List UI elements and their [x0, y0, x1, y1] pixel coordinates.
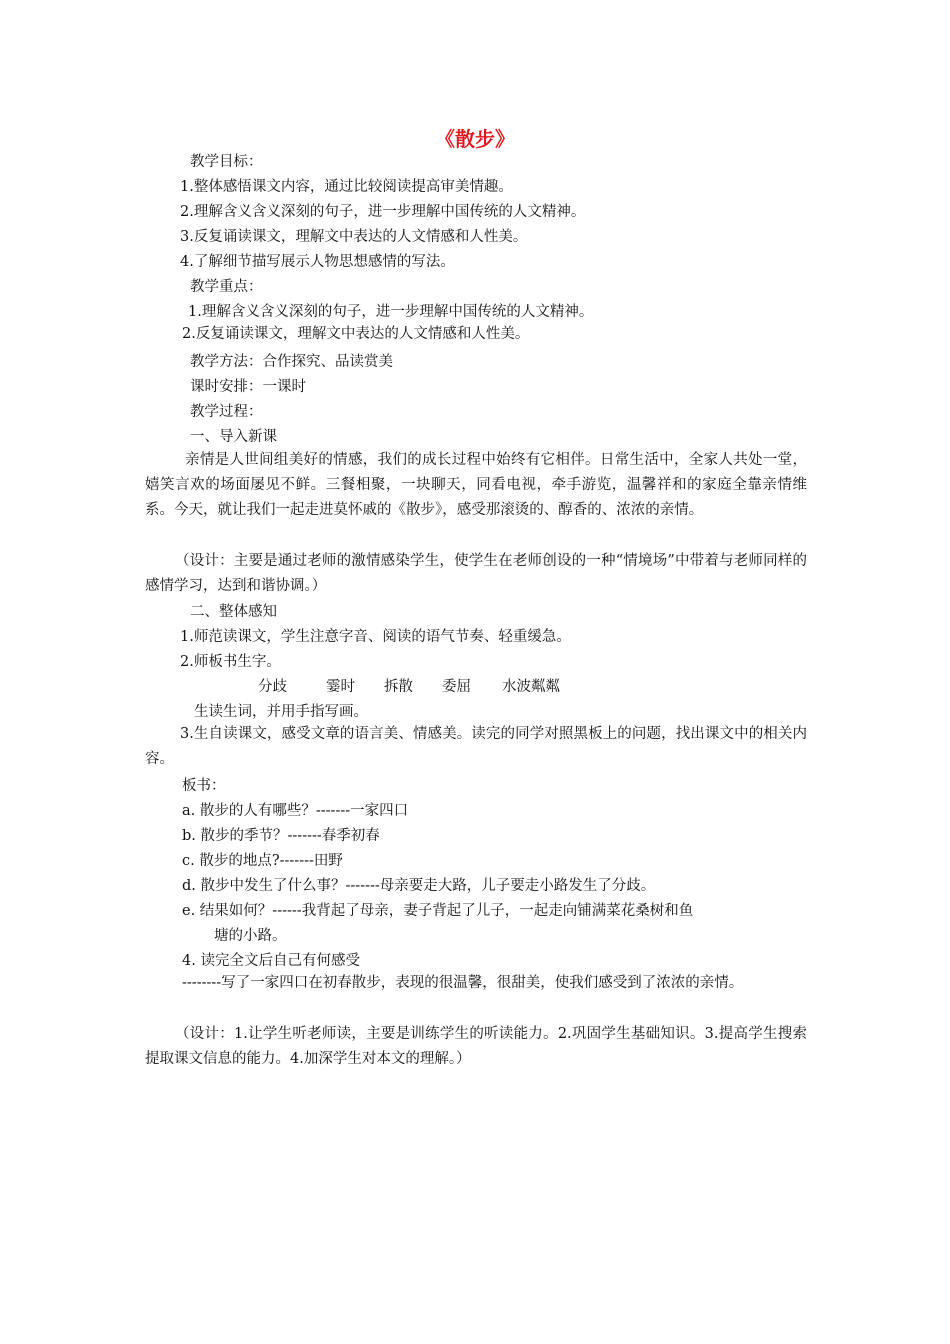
process-heading: 教学过程：: [190, 404, 263, 420]
key-point-item: 1.理解含义含义深刻的句子，进一步理解中国传统的人文精神。: [188, 304, 594, 320]
section-heading: 二、整体感知: [190, 604, 277, 620]
step-item: 4. 读完全文后自己有何感受: [182, 953, 360, 969]
intro-paragraph: 亲情是人世间组美好的情感，我们的成长过程中始终有它相伴。日常生活中，全家人共处一堂，嬉笑言欢的场面屡见不鲜。三餐相聚，一块聊天，同看电视，牵手游览，温馨祥和的家庭全靠亲情维系。今天，就让我们一起走进莫怀戚的《散步》，感受那滚烫的、醇香的、浓浓的亲情。: [145, 452, 807, 518]
step-item: 1.师范读课文，学生注意字音、阅读的语气节奏、轻重缓急。: [180, 629, 571, 645]
objective-item: 2.理解含义含义深刻的句子，进一步理解中国传统的人文精神。: [180, 204, 586, 220]
objectives-heading: 教学目标：: [190, 154, 263, 170]
step-item: 生读生词，并用手指写画。: [194, 704, 368, 720]
board-item: e. 结果如何？------我背起了母亲，妻子背起了儿子，一起走向铺满菜花桑树和鱼: [182, 903, 694, 919]
board-item: a. 散步的人有哪些？-------一家四口: [182, 803, 409, 819]
vocabulary-word: 霎时: [326, 679, 355, 695]
section-heading: 一、导入新课: [190, 429, 277, 445]
key-point-item: 2.反复诵读课文，理解文中表达的人文情感和人性美。: [182, 326, 530, 342]
board-item: 塘的小路。: [214, 928, 287, 944]
class-schedule: 课时安排：一课时: [190, 379, 306, 395]
board-item: c. 散步的地点?-------田野: [182, 853, 343, 869]
vocabulary-word: 水波粼粼: [502, 679, 560, 695]
board-item: b. 散步的季节？-------春季初春: [182, 828, 380, 844]
vocabulary-list: [258, 677, 560, 697]
board-item: d. 散步中发生了什么事？-------母亲要走大路，儿子要走小路发生了分歧。: [182, 878, 656, 894]
objective-item: 3.反复诵读课文，理解文中表达的人文情感和人性美。: [180, 229, 528, 245]
step-item: 2.师板书生字。: [180, 654, 281, 670]
board-label: 板书：: [182, 778, 226, 794]
design-note: （设计：主要是通过老师的激情感染学生，使学生在老师创设的一种“情境场”中带着与老师同样的感情学习，达到和谐协调。）: [145, 553, 807, 594]
objective-item: 1.整体感悟课文内容，通过比较阅读提高审美情趣。: [180, 179, 513, 195]
key-points-heading: 教学重点：: [190, 279, 263, 295]
teaching-method: 教学方法：合作探究、品读赏美: [190, 354, 393, 370]
step-item: 3.生自读课文，感受文章的语言美、情感美。读完的同学对照黑板上的问题，找出课文中的相关内容。: [145, 726, 807, 767]
vocabulary-word: 委屈: [442, 679, 471, 695]
vocabulary-word: 分歧: [258, 679, 287, 695]
objective-item: 4.了解细节描写展示人物思想感情的写法。: [180, 254, 455, 270]
vocabulary-word: 拆散: [384, 679, 413, 695]
design-note: （设计：1.让学生听老师读，主要是训练学生的听读能力。2.巩固学生基础知识。3.提高学生搜索提取课文信息的能力。4.加深学生对本文的理解。）: [145, 1026, 807, 1067]
document-title: 《散步》: [435, 127, 515, 151]
feeling-paragraph: --------写了一家四口在初春散步，表现的很温馨，很甜美，使我们感受到了浓浓的亲情。: [182, 975, 744, 991]
